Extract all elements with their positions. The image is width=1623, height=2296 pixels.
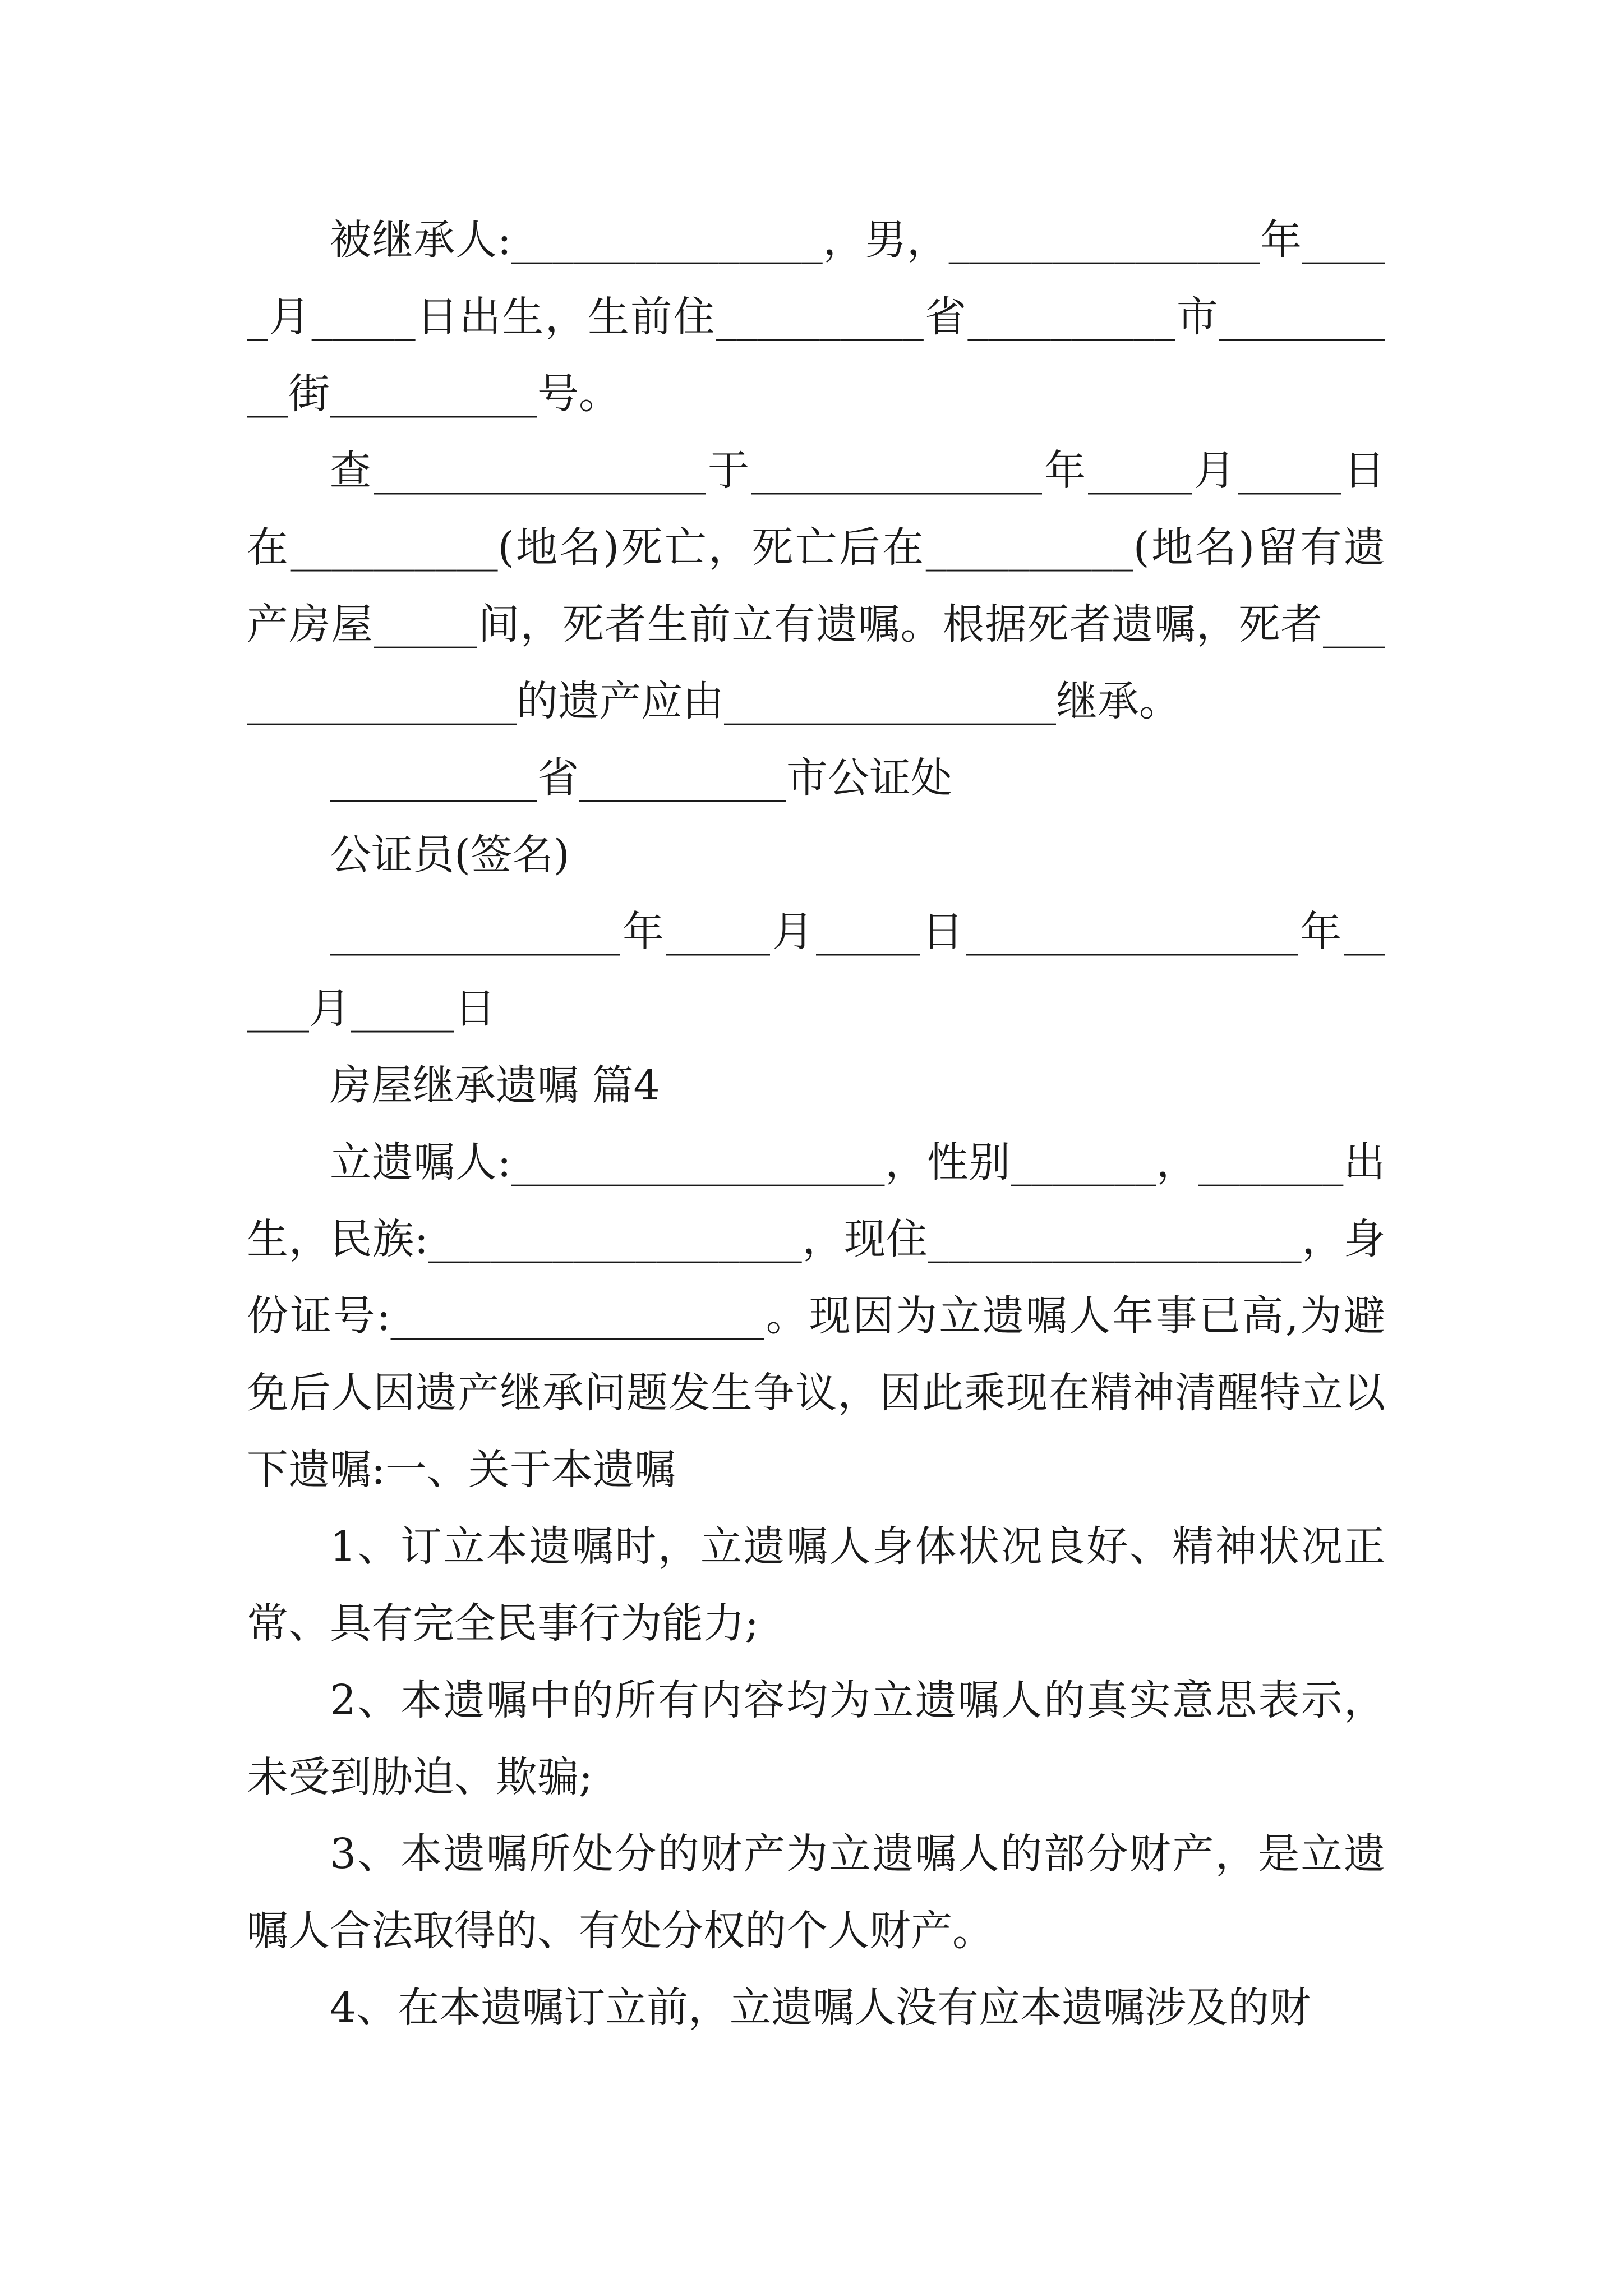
document-page <box>247 202 1385 2046</box>
notary-office-line: __________省__________市公证处 <box>330 754 952 802</box>
clause-4: 4、在本遗嘱订立前，立遗嘱人没有应本遗嘱涉及的财 <box>330 1984 1311 2032</box>
notary-signature-line: 公证员(签名) <box>330 831 570 879</box>
section-title: 房屋继承遗嘱 篇4 <box>330 1061 660 1110</box>
clause-3: 3、本遗嘱所处分的财产为立遗嘱人的部分财产，是立遗嘱人合法取得的、有处分权的个人财产。 <box>247 1830 1385 1955</box>
notary-date-line: ______________年_____月_____日________________年_____月_____日 <box>247 908 1385 1033</box>
clause-1: 1、订立本遗嘱时，立遗嘱人身体状况良好、精神状况正常、具有完全民事行为能力; <box>247 1522 1385 1648</box>
clause-2: 2、本遗嘱中的所有内容均为立遗嘱人的真实意思表示，未受到胁迫、欺骗; <box>247 1676 1385 1801</box>
testator-info-paragraph: 立遗嘱人:__________________，性别_______，_______出生，民族:__________________，现住__________________，身份证号:__________________。现因为立遗嘱人年事已高,为避免后人因遗产继承问题发生争议，因此乘现在精神清醒特立以下遗嘱:一、关于本遗嘱 <box>247 1138 1385 1494</box>
decedent-info-paragraph: 被继承人:_______________，男，_______________年_____月_____日出生，生前住__________省__________市__________街__________号。 <box>247 216 1385 418</box>
estate-finding-paragraph: 查________________于______________年_____月_____日在__________(地名)死亡，死亡后在__________(地名)留有遗产房屋_____间，死者生前立有遗嘱。根据死者遗嘱，死者________________的遗产应由________________继承。 <box>247 447 1385 725</box>
